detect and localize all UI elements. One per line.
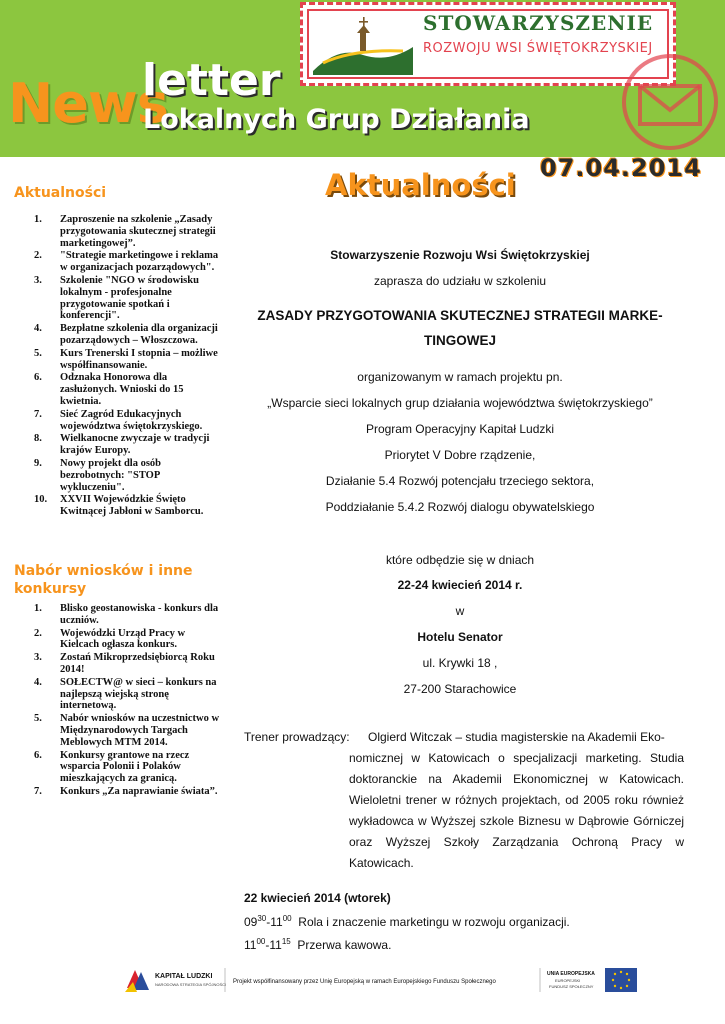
list-item-number: 2.: [34, 627, 42, 639]
list-item-text: Wielkanocne zwyczaje w tradycji krajów Europy.: [60, 433, 210, 457]
sidebar-contests-heading: Nabór wniosków i inne konkursy: [14, 563, 193, 597]
subaction-text: Poddziałanie 5.4.2 Rozwój dialogu obywatelskiego: [325, 500, 595, 514]
hotel-name: Hotelu Senator: [417, 630, 503, 644]
list-item-text: Kurs Trenerski I stopnia – możliwe współfinansowanie.: [60, 347, 218, 371]
list-item-number: 9.: [34, 457, 42, 469]
list-item-number: 6.: [34, 749, 42, 761]
organizer-name: Stowarzyszenie Rozwoju Wsi Świętokrzyskiej: [330, 248, 590, 262]
list-item-number: 3.: [34, 652, 42, 664]
page-title: Aktualności: [325, 168, 516, 202]
list-item-text: Bezpłatne szkolenia dla organizacji pozarządowych – Włoszczowa.: [60, 323, 218, 346]
invite-text: zaprasza do udziału w szkoleniu: [373, 274, 547, 288]
training-title-line1: ZASADY PRZYGOTOWANIA SKUTECZNEJ STRATEGII MARKE-: [257, 308, 663, 323]
list-item-number: 5.: [34, 713, 42, 725]
news-list-item[interactable]: [26, 348, 225, 372]
contest-list-item[interactable]: [26, 603, 225, 627]
training-title-line2: TINGOWEJ: [423, 333, 496, 348]
list-item-number: 7.: [34, 785, 42, 797]
list-item-text: Nabór wniosków na uczestnictwo w Międzynarodowych Targach Meblowych MTM 2014.: [60, 713, 220, 748]
trainer-bio: nomicznej w Katowicach o specjalizacji marketing. Studia doktoranckie na Akademii Ekonomicznej w Katowicach. Wieloletni trener w różnych projektach, od 2005 roku również wykładowca w Wyższej szkole Biznesu w Dąbrowie Górniczej oraz Wyższej Szkoły Zarządzania Ochroną Pracy w Katowicach.: [349, 751, 684, 870]
action-text: Działanie 5.4 Rozwój potencjału trzeciego sektora,: [325, 474, 595, 488]
when-intro: które odbędzie się w dniach: [385, 553, 535, 567]
news-list-item[interactable]: [26, 372, 225, 407]
schedule-item: $11^{00}-11^{15}$ Przerwa kawowa.: [244, 937, 392, 952]
schedule-date: 22 kwiecień 2014 (wtorek): [244, 891, 391, 905]
list-item-text: Wojewódzki Urząd Pracy w Kielcach ogłasza konkurs.: [60, 627, 186, 651]
list-item-text: Konkursy grantowe na rzecz wsparcia Polonii i Polaków mieszkających za granicą.: [60, 749, 190, 785]
list-item-text: Szkolenie "NGO w środowisku lokalnym - profesjonalne przygotowanie spotkań i konferencji".: [60, 274, 199, 322]
contest-list-item[interactable]: [26, 628, 225, 652]
contest-list-item[interactable]: [26, 713, 225, 748]
schedule-item: $09^{30}-11^{00}$ Rola i znaczenie marketingu w rozwoju organizacji.: [244, 914, 570, 929]
project-name: „Wsparcie sieci lokalnych grup działania województwa świętokrzyskiego”: [267, 396, 653, 410]
funding-logos-icon: [125, 964, 640, 996]
list-item-text: Odznaka Honorowa dla zasłużonych. Wnioski do 15 kwietnia.: [60, 372, 184, 407]
sidebar-news-heading: Aktualności: [14, 185, 107, 201]
letter-wordmark: letter: [142, 55, 281, 106]
trainer-label: Trener prowadzący:: [244, 730, 350, 744]
hotel-street: ul. Krywki 18 ,: [422, 656, 498, 670]
eu-title: UNIA EUROPEJSKA: [547, 971, 595, 977]
news-list-item[interactable]: [26, 275, 225, 322]
list-item-number: 3.: [34, 274, 42, 286]
contest-list-item[interactable]: [26, 677, 225, 712]
trainer-section: [244, 727, 684, 874]
list-item-text: Zaproszenie na szkolenie „Zasady przygotowania skutecznej strategii marketingowej”.: [60, 214, 216, 249]
kl-sub: NARODOWA STRATEGIA SPÓJNOŚCI: [155, 982, 227, 987]
list-item-number: 8.: [34, 433, 42, 445]
news-list-item[interactable]: [26, 458, 225, 493]
contest-list-item[interactable]: [26, 652, 225, 676]
contest-list-item[interactable]: [26, 750, 225, 785]
list-item-text: Zostań Mikroprzedsiębiorcą Roku 2014!: [60, 652, 215, 675]
list-item-number: 2.: [34, 250, 42, 262]
list-item-text: "Strategie marketingowe i reklama w organizacjach pozarządowych".: [60, 250, 219, 274]
list-item-text: SOŁECTW@ w sieci – konkurs na najlepszą wiejską stronę internetową.: [60, 676, 217, 712]
envelope-icon: [620, 52, 720, 152]
eu-sub1: EUROPEJSKI: [555, 978, 581, 983]
list-item-text: Sieć Zagród Edukacyjnych województwa świętokrzyskiego.: [60, 408, 203, 432]
kapital-ludzki-logo-icon: [125, 970, 149, 992]
kl-title: KAPITAŁ LUDZKI: [155, 973, 213, 980]
issue-date: 07.04.2014: [540, 154, 702, 182]
list-item-number: 7.: [34, 408, 42, 420]
trainer-bio-first-line: Olgierd Witczak – studia magisterskie na Akademii Eko-: [368, 730, 665, 744]
list-item-text: Blisko geostanowiska - konkurs dla uczniów.: [60, 603, 219, 626]
list-item-number: 6.: [34, 372, 42, 384]
list-item-text: Nowy projekt dla osób bezrobotnych: "STOP wykluczeniu".: [60, 457, 162, 493]
organized-text: organizowanym w ramach projektu pn.: [357, 370, 563, 384]
newsletter-subtitle: Lokalnych Grup Działania: [143, 104, 530, 135]
sidebar-contests-list: [26, 603, 225, 799]
news-wordmark: News: [8, 72, 168, 135]
stamp-title: STOWARZYSZENIE: [423, 11, 654, 35]
eu-sub2: FUNDUSZ SPOŁECZNY: [549, 984, 594, 989]
list-item-number: 4.: [34, 676, 42, 688]
sidebar-news-list: [26, 214, 225, 519]
in-text: w: [455, 604, 465, 618]
hotel-city: 27-200 Starachowice: [403, 682, 517, 696]
priority-text: Priorytet V Dobre rządzenie,: [384, 448, 536, 462]
training-dates: 22-24 kwiecień 2014 r.: [397, 578, 523, 592]
list-item-number: 1.: [34, 214, 42, 225]
list-item-number: 4.: [34, 323, 42, 335]
news-list-item[interactable]: [26, 409, 225, 433]
list-item-number: 5.: [34, 347, 42, 359]
news-list-item[interactable]: [26, 250, 225, 274]
footer-text: Projekt współfinansowany przez Unię Europejską w ramach Europejskiego Funduszu Społecznego: [233, 979, 496, 985]
news-list-item[interactable]: [26, 433, 225, 457]
church-logo-icon: [313, 11, 413, 75]
list-item-text: Konkurs „Za naprawianie świata”.: [60, 785, 218, 797]
list-item-number: 1.: [34, 603, 42, 614]
stamp-subtitle: ROZWOJU WSI ŚWIĘTOKRZYSKIEJ: [423, 41, 653, 56]
news-list-item[interactable]: [26, 323, 225, 347]
list-item-text: XXVII Wojewódzkie Święto Kwitnącej Jabłoni w Samborcu.: [60, 494, 204, 518]
news-list-item[interactable]: [26, 214, 225, 249]
news-list-item[interactable]: [26, 494, 225, 518]
newsletter-header: [0, 0, 725, 157]
footer-logos: [125, 964, 640, 996]
contest-list-item[interactable]: [26, 786, 225, 798]
list-item-number: 10.: [34, 494, 48, 506]
program-name: Program Operacyjny Kapitał Ludzki: [365, 422, 555, 436]
